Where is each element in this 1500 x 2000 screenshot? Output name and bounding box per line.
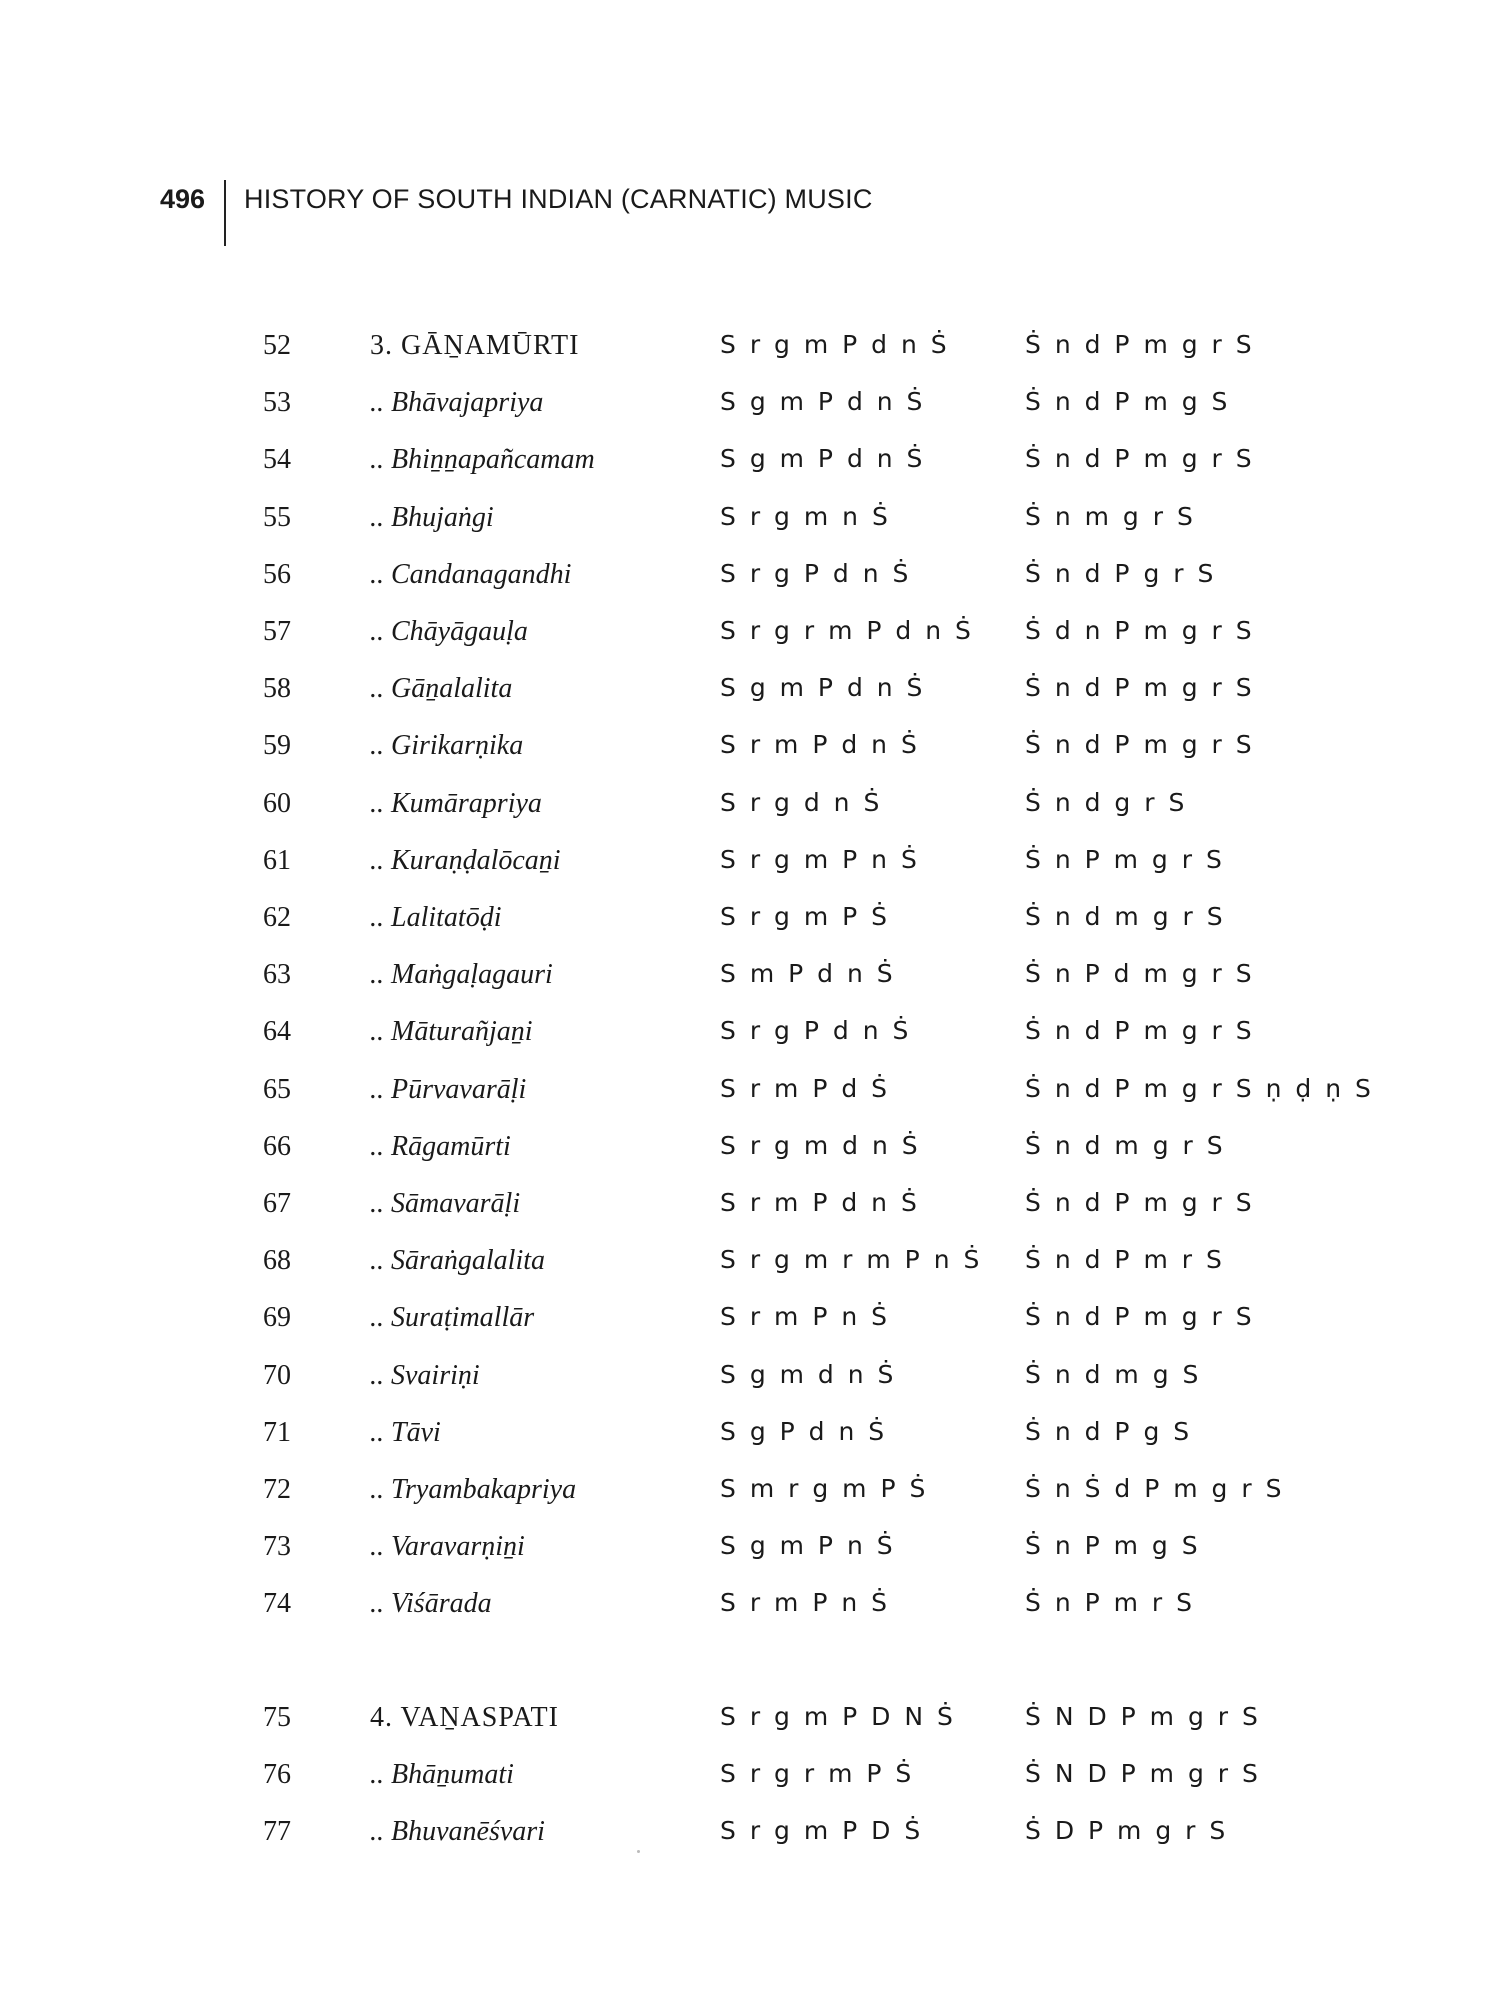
raga-number: 57 bbox=[263, 616, 291, 647]
table-row bbox=[0, 330, 1500, 378]
raga-name: .. Pūrvavarāḷi bbox=[370, 1073, 527, 1105]
raga-name: .. Tāvi bbox=[370, 1416, 441, 1448]
table-row bbox=[0, 1188, 1500, 1236]
raga-number: 74 bbox=[263, 1588, 291, 1620]
table-row bbox=[0, 1588, 1500, 1636]
arohana-scale: S g m P d n Ṡ bbox=[720, 387, 926, 417]
raga-name: .. Chāyāgauḷa bbox=[370, 616, 528, 647]
table-row bbox=[0, 1531, 1500, 1579]
raga-number: 55 bbox=[263, 501, 291, 533]
table-row bbox=[0, 1474, 1500, 1522]
table-row bbox=[0, 559, 1500, 607]
raga-name: .. Viśārada bbox=[370, 1588, 492, 1620]
table-row bbox=[0, 1759, 1500, 1807]
raga-number: 60 bbox=[263, 787, 291, 819]
avarohana-scale: Ṡ n d g r S bbox=[1025, 787, 1188, 817]
raga-name: .. Svairiṇi bbox=[370, 1359, 480, 1391]
raga-name: .. Lalitatōḍi bbox=[370, 902, 502, 933]
avarohana-scale: Ṡ n P m g r S bbox=[1025, 844, 1225, 874]
table-row bbox=[0, 1016, 1500, 1064]
table-row bbox=[0, 845, 1500, 893]
arohana-scale: S r m P n Ṡ bbox=[720, 1588, 891, 1618]
avarohana-scale: Ṡ n P d m g r S bbox=[1025, 959, 1255, 989]
melakarta-heading: 4. VAṈASPATI bbox=[370, 1701, 559, 1733]
table-row bbox=[0, 1302, 1500, 1350]
raga-name: .. Sāraṅgalalita bbox=[370, 1245, 546, 1277]
raga-name: .. Māturañjaṉi bbox=[370, 1016, 533, 1048]
arohana-scale: S r m P n Ṡ bbox=[720, 1302, 891, 1332]
raga-name: .. Kuraṇḍalōcaṉi bbox=[370, 844, 561, 876]
raga-number: 64 bbox=[263, 1016, 291, 1048]
raga-name: .. Rāgamūrti bbox=[370, 1130, 511, 1162]
raga-name: .. Bhuvanēśvari bbox=[370, 1816, 545, 1847]
raga-name: .. Bhāvajapriya bbox=[370, 387, 544, 419]
running-title: HISTORY OF SOUTH INDIAN (CARNATIC) MUSIC bbox=[244, 184, 873, 214]
table-row bbox=[0, 502, 1500, 550]
avarohana-scale: Ṡ d n P m g r S bbox=[1025, 616, 1255, 645]
raga-number: 61 bbox=[263, 844, 291, 876]
arohana-scale: S r g P d n Ṡ bbox=[720, 558, 912, 588]
table-row bbox=[0, 1360, 1500, 1408]
arohana-scale: S g m d n Ṡ bbox=[720, 1359, 897, 1389]
raga-number: 62 bbox=[263, 902, 291, 933]
arohana-scale: S r m P d Ṡ bbox=[720, 1073, 891, 1103]
avarohana-scale: Ṡ n d P m g r S bbox=[1025, 1302, 1255, 1332]
raga-name: .. Tryambakapriya bbox=[370, 1474, 577, 1505]
avarohana-scale: Ṡ D P m g r S bbox=[1025, 1816, 1229, 1845]
arohana-scale: S r g r m P d n Ṡ bbox=[720, 616, 974, 645]
avarohana-scale: Ṡ n d P m g r S bbox=[1025, 730, 1255, 760]
avarohana-scale: Ṡ n d P m g r S bbox=[1025, 673, 1255, 703]
avarohana-scale: Ṡ n d P m g r S bbox=[1025, 444, 1255, 474]
raga-number: 70 bbox=[263, 1359, 291, 1391]
raga-number: 63 bbox=[263, 959, 291, 991]
table-row bbox=[0, 1131, 1500, 1179]
avarohana-scale: Ṡ n P m g S bbox=[1025, 1531, 1201, 1561]
table-row bbox=[0, 788, 1500, 836]
raga-name: .. Maṅgaḷagauri bbox=[370, 959, 553, 991]
table-row bbox=[0, 1816, 1500, 1864]
raga-name: .. Girikarṇika bbox=[370, 730, 524, 762]
arohana-scale: S r m P d n Ṡ bbox=[720, 1188, 920, 1217]
raga-number: 76 bbox=[263, 1758, 291, 1790]
print-speck bbox=[637, 1850, 640, 1853]
table-row bbox=[0, 1074, 1500, 1122]
arohana-scale: S r g r m P Ṡ bbox=[720, 1758, 915, 1788]
arohana-scale: S r m P d n Ṡ bbox=[720, 730, 920, 760]
arohana-scale: S r g m n Ṡ bbox=[720, 501, 891, 531]
raga-name: .. Suraṭimallār bbox=[370, 1302, 535, 1334]
table-row bbox=[0, 616, 1500, 664]
arohana-scale: S r g m r m P n Ṡ bbox=[720, 1245, 983, 1275]
arohana-scale: S r g m P d n Ṡ bbox=[720, 330, 950, 359]
arohana-scale: S r g m d n Ṡ bbox=[720, 1130, 921, 1160]
table-row bbox=[0, 1245, 1500, 1293]
avarohana-scale: Ṡ n d P m g r S bbox=[1025, 1016, 1255, 1046]
page-number: 496 bbox=[160, 184, 206, 214]
table-row bbox=[0, 444, 1500, 492]
raga-number: 65 bbox=[263, 1073, 291, 1105]
raga-name: .. Bhāṉumati bbox=[370, 1758, 514, 1790]
avarohana-scale: Ṡ n Ṡ d P m g r S bbox=[1025, 1474, 1285, 1503]
raga-number: 75 bbox=[263, 1701, 291, 1733]
table-row bbox=[0, 902, 1500, 950]
avarohana-scale: Ṡ n d P m g r S bbox=[1025, 1188, 1255, 1217]
raga-name: .. Varavarṇiṉi bbox=[370, 1531, 525, 1563]
avarohana-scale: Ṡ n d P m r S bbox=[1025, 1245, 1225, 1275]
raga-number: 67 bbox=[263, 1188, 291, 1219]
raga-name: .. Kumārapriya bbox=[370, 787, 542, 819]
raga-name: .. Bhujaṅgi bbox=[370, 501, 494, 533]
arohana-scale: S r g P d n Ṡ bbox=[720, 1016, 912, 1046]
raga-name: .. Sāmavarāḷi bbox=[370, 1188, 521, 1219]
arohana-scale: S r g m P D N Ṡ bbox=[720, 1701, 956, 1731]
arohana-scale: S r g d n Ṡ bbox=[720, 787, 883, 817]
raga-number: 54 bbox=[263, 444, 291, 476]
raga-number: 53 bbox=[263, 387, 291, 419]
raga-number: 69 bbox=[263, 1302, 291, 1334]
avarohana-scale: Ṡ n d P m g S bbox=[1025, 387, 1231, 417]
avarohana-scale: Ṡ n d P g r S bbox=[1025, 558, 1217, 588]
raga-number: 68 bbox=[263, 1245, 291, 1277]
avarohana-scale: Ṡ N D P m g r S bbox=[1025, 1701, 1261, 1731]
raga-number: 52 bbox=[263, 330, 291, 361]
avarohana-scale: Ṡ n m g r S bbox=[1025, 501, 1196, 531]
raga-number: 73 bbox=[263, 1531, 291, 1563]
arohana-scale: S r g m P D Ṡ bbox=[720, 1816, 924, 1845]
arohana-scale: S g P d n Ṡ bbox=[720, 1416, 888, 1446]
avarohana-scale: Ṡ n d m g r S bbox=[1025, 902, 1226, 931]
avarohana-scale: Ṡ n d m g r S bbox=[1025, 1130, 1226, 1160]
avarohana-scale: Ṡ N D P m g r S bbox=[1025, 1758, 1261, 1788]
avarohana-scale: Ṡ n d P m g r S bbox=[1025, 330, 1255, 359]
table-row bbox=[0, 730, 1500, 778]
avarohana-scale: Ṡ n d P g S bbox=[1025, 1416, 1193, 1446]
avarohana-scale: Ṡ n P m r S bbox=[1025, 1588, 1196, 1618]
arohana-scale: S m P d n Ṡ bbox=[720, 959, 896, 989]
raga-number: 58 bbox=[263, 673, 291, 705]
arohana-scale: S r g m P n Ṡ bbox=[720, 844, 920, 874]
avarohana-scale: Ṡ n d m g S bbox=[1025, 1359, 1202, 1389]
raga-number: 56 bbox=[263, 558, 291, 590]
table-row bbox=[0, 959, 1500, 1007]
table-row bbox=[0, 673, 1500, 721]
table-row bbox=[0, 1417, 1500, 1465]
raga-number: 72 bbox=[263, 1474, 291, 1505]
raga-name: .. Candanagandhi bbox=[370, 558, 572, 590]
header-divider bbox=[224, 180, 226, 246]
table-row bbox=[0, 387, 1500, 435]
arohana-scale: S r g m P Ṡ bbox=[720, 902, 891, 931]
raga-number: 66 bbox=[263, 1130, 291, 1162]
melakarta-heading: 3. GĀṈAMŪRTI bbox=[370, 330, 580, 361]
raga-number: 71 bbox=[263, 1416, 291, 1448]
arohana-scale: S g m P d n Ṡ bbox=[720, 673, 926, 703]
raga-name: .. Bhiṉṉapañcamam bbox=[370, 444, 595, 476]
raga-name: .. Gāṉalalita bbox=[370, 673, 513, 705]
raga-number: 77 bbox=[263, 1816, 291, 1847]
avarohana-scale: Ṡ n d P m g r S ṇ ḍ ṇ S bbox=[1025, 1073, 1374, 1103]
arohana-scale: S g m P n Ṡ bbox=[720, 1531, 896, 1561]
raga-number: 59 bbox=[263, 730, 291, 762]
arohana-scale: S m r g m P Ṡ bbox=[720, 1474, 929, 1503]
arohana-scale: S g m P d n Ṡ bbox=[720, 444, 926, 474]
table-row bbox=[0, 1702, 1500, 1750]
